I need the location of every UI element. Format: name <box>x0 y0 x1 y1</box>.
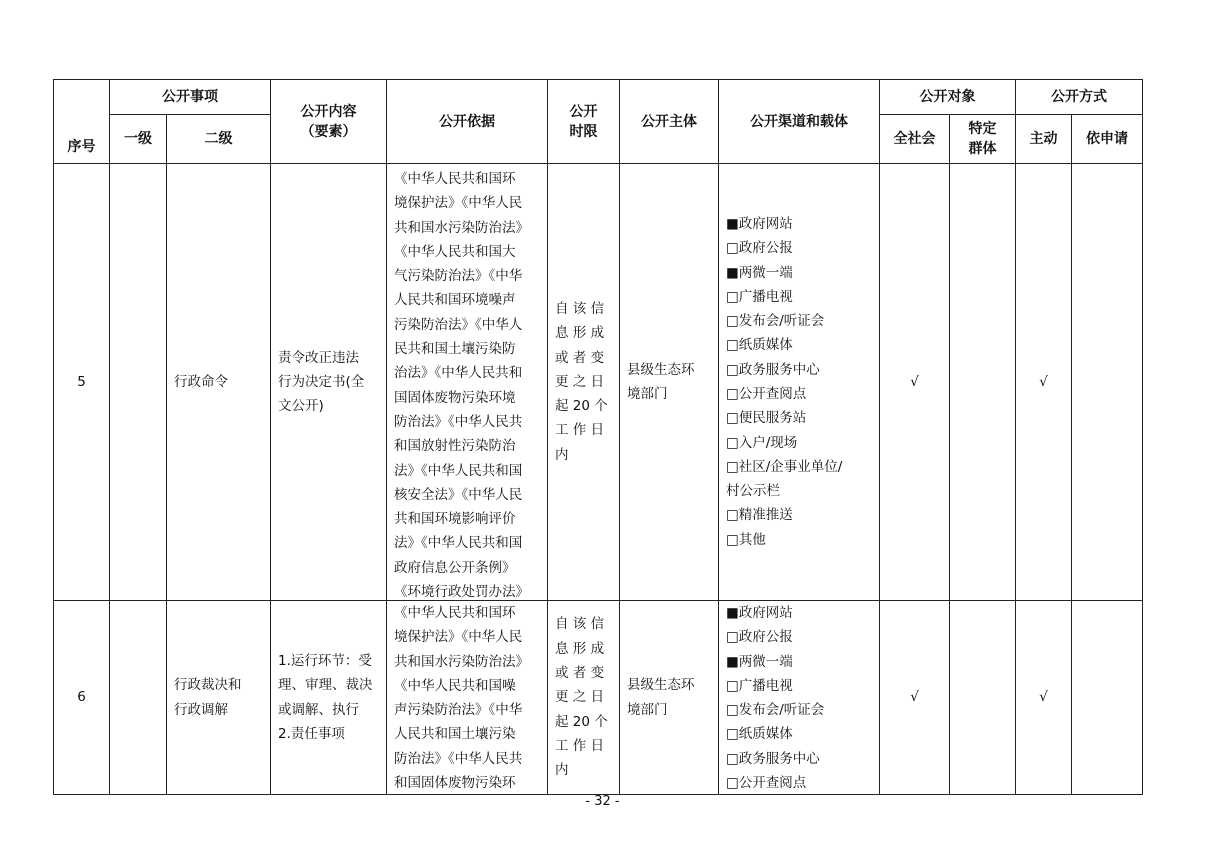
page-number: - 32 - <box>585 794 620 809</box>
basis-line: 境保护法》《中华人民 <box>394 195 523 212</box>
level2-line: 行政裁决和 <box>174 677 242 694</box>
content-line: 行为决定书(全 <box>278 373 365 390</box>
basis-line: 《中华人民共和国环 <box>394 605 516 621</box>
header-specific-line2: 群体 <box>968 141 997 157</box>
time-line: 起 20 个 <box>555 398 608 415</box>
row-level2: 行政命令 <box>167 164 271 601</box>
basis-line: 防治法》《中华人民共 <box>394 750 523 767</box>
header-content <box>271 80 387 164</box>
channel-item: □政务服务中心 <box>726 361 820 378</box>
row-channels <box>719 601 880 795</box>
basis-line: 共和国水污染防治法》 <box>394 219 529 236</box>
content-line: 文公开) <box>278 398 324 415</box>
basis-line: 《中华人民共和国大 <box>394 243 516 260</box>
header-method: 公开方式 <box>1016 80 1143 115</box>
level2-line: 行政调解 <box>174 701 228 718</box>
row-content <box>271 164 387 601</box>
row-time <box>548 164 620 601</box>
header-on-request: 依申请 <box>1072 115 1143 164</box>
header-time <box>548 80 620 164</box>
basis-line: 国固体废物污染环境 <box>394 389 516 406</box>
channel-item: □政府公报 <box>726 629 793 646</box>
header-basis: 公开依据 <box>387 80 548 164</box>
channel-item: □公开查阅点 <box>726 386 807 402</box>
basis-line: 人民共和国土壤污染 <box>394 726 516 743</box>
time-line: 内 <box>555 446 569 463</box>
channel-item: □入户/现场 <box>726 434 798 451</box>
basis-line: 政府信息公开条例》 <box>394 559 516 576</box>
basis-line: 治法》《中华人民共和 <box>394 365 523 382</box>
time-line: 自 该 信 <box>555 300 605 317</box>
time-line: 内 <box>555 762 569 779</box>
subject-line: 境部门 <box>627 386 668 402</box>
row-time <box>548 601 620 795</box>
header-items: 公开事项 <box>110 80 271 115</box>
channel-item: ■两微一端 <box>726 264 793 281</box>
basis-line: 《中华人民共和国噪 <box>394 677 516 694</box>
basis-line: 《中华人民共和国环 <box>394 171 516 187</box>
header-level2: 二级 <box>167 115 271 164</box>
time-line: 起 20 个 <box>555 713 608 730</box>
header-content-line2: （要素） <box>300 123 357 140</box>
content-line: 理、审理、裁决 <box>278 677 373 694</box>
channel-item: □社区/企事业单位/ <box>726 458 843 475</box>
header-specific <box>950 115 1016 164</box>
row-active-check: √ <box>1016 164 1072 601</box>
row-subject <box>620 164 719 601</box>
row-channels <box>719 164 880 601</box>
row-seq: 5 <box>54 164 110 601</box>
content-line: 2.责任事项 <box>278 725 345 742</box>
row-level1 <box>110 164 167 601</box>
channel-item: □纸质媒体 <box>726 726 793 743</box>
subject-line: 县级生态环 <box>627 677 695 694</box>
row-seq: 6 <box>54 601 110 795</box>
header-level1: 一级 <box>110 115 167 164</box>
disclosure-table <box>53 79 1143 795</box>
channel-item: □精准推送 <box>726 507 793 524</box>
row-on-request-check <box>1072 164 1143 601</box>
header-time-line1: 公开 <box>569 103 598 120</box>
row-all-society-check: √ <box>880 601 950 795</box>
header-active: 主动 <box>1016 115 1072 164</box>
time-line: 自 该 信 <box>555 616 605 633</box>
channel-item: □政府公报 <box>726 240 793 257</box>
basis-line: 防治法》《中华人民共 <box>394 413 523 430</box>
channel-item: □发布会/听证会 <box>726 313 825 330</box>
subject-line: 县级生态环 <box>627 361 695 378</box>
basis-line: 共和国环境影响评价 <box>394 511 516 528</box>
row-basis <box>387 164 548 601</box>
row-level1 <box>110 601 167 795</box>
channel-item: □广播电视 <box>726 288 793 305</box>
basis-line: 民共和国土壤污染防 <box>394 341 516 358</box>
subject-line: 境部门 <box>627 701 668 718</box>
row-specific-check <box>950 164 1016 601</box>
header-channel: 公开渠道和载体 <box>719 80 880 164</box>
channel-item: □广播电视 <box>726 677 793 694</box>
time-line: 更 之 日 <box>555 373 605 390</box>
row-level2 <box>167 601 271 795</box>
row-basis <box>387 601 548 795</box>
time-line: 息 形 成 <box>555 325 605 342</box>
row-content <box>271 601 387 795</box>
basis-line: 和国固体废物污染环 <box>394 775 516 792</box>
basis-line: 和国放射性污染防治 <box>394 438 516 455</box>
channel-item: ■两微一端 <box>726 653 793 670</box>
channel-item: □便民服务站 <box>726 410 807 427</box>
time-line: 或 者 变 <box>555 665 605 682</box>
time-line: 息 形 成 <box>555 640 605 657</box>
basis-line: 气污染防治法》《中华 <box>394 268 523 285</box>
time-line: 工 作 日 <box>555 422 605 439</box>
basis-line: 法》《中华人民共和国 <box>394 535 523 552</box>
basis-line: 境保护法》《中华人民 <box>394 629 523 646</box>
channel-item: ■政府网站 <box>726 215 793 232</box>
basis-line: 法》《中华人民共和国 <box>394 462 523 479</box>
header-audience: 公开对象 <box>880 80 1016 115</box>
basis-line: 核安全法》《中华人民 <box>394 486 523 503</box>
header-all-society: 全社会 <box>880 115 950 164</box>
row-on-request-check <box>1072 601 1143 795</box>
header-seq: 序号 <box>54 80 110 164</box>
channel-item: □其他 <box>726 531 766 548</box>
header-row-1 <box>54 80 1143 115</box>
basis-line: 人民共和国环境噪声 <box>394 292 516 309</box>
channel-item: 村公示栏 <box>726 483 780 500</box>
channel-item: □发布会/听证会 <box>726 702 825 719</box>
header-subject: 公开主体 <box>620 80 719 164</box>
channel-item: ■政府网站 <box>726 605 793 621</box>
time-line: 或 者 变 <box>555 349 605 366</box>
header-content-line1: 公开内容 <box>300 103 357 120</box>
row-active-check: √ <box>1016 601 1072 795</box>
row-specific-check <box>950 601 1016 795</box>
content-line: 责令改正违法 <box>278 349 359 366</box>
table-row <box>54 164 1143 601</box>
basis-line: 共和国水污染防治法》 <box>394 653 529 670</box>
header-specific-line1: 特定 <box>968 121 997 137</box>
row-subject <box>620 601 719 795</box>
channel-item: □公开查阅点 <box>726 775 807 792</box>
basis-line: 污染防治法》《中华人 <box>394 316 523 333</box>
channel-item: □政务服务中心 <box>726 750 820 767</box>
header-time-line2: 时限 <box>569 123 598 140</box>
table-row <box>54 601 1143 795</box>
basis-line: 声污染防治法》《中华 <box>394 702 523 719</box>
basis-line: 《环境行政处罚办法》 <box>394 584 529 601</box>
content-line: 或调解、执行 <box>278 701 359 718</box>
time-line: 更 之 日 <box>555 689 605 706</box>
channel-item: □纸质媒体 <box>726 337 793 354</box>
content-line: 1.运行环节：受 <box>278 652 372 669</box>
row-all-society-check: √ <box>880 164 950 601</box>
time-line: 工 作 日 <box>555 737 605 754</box>
